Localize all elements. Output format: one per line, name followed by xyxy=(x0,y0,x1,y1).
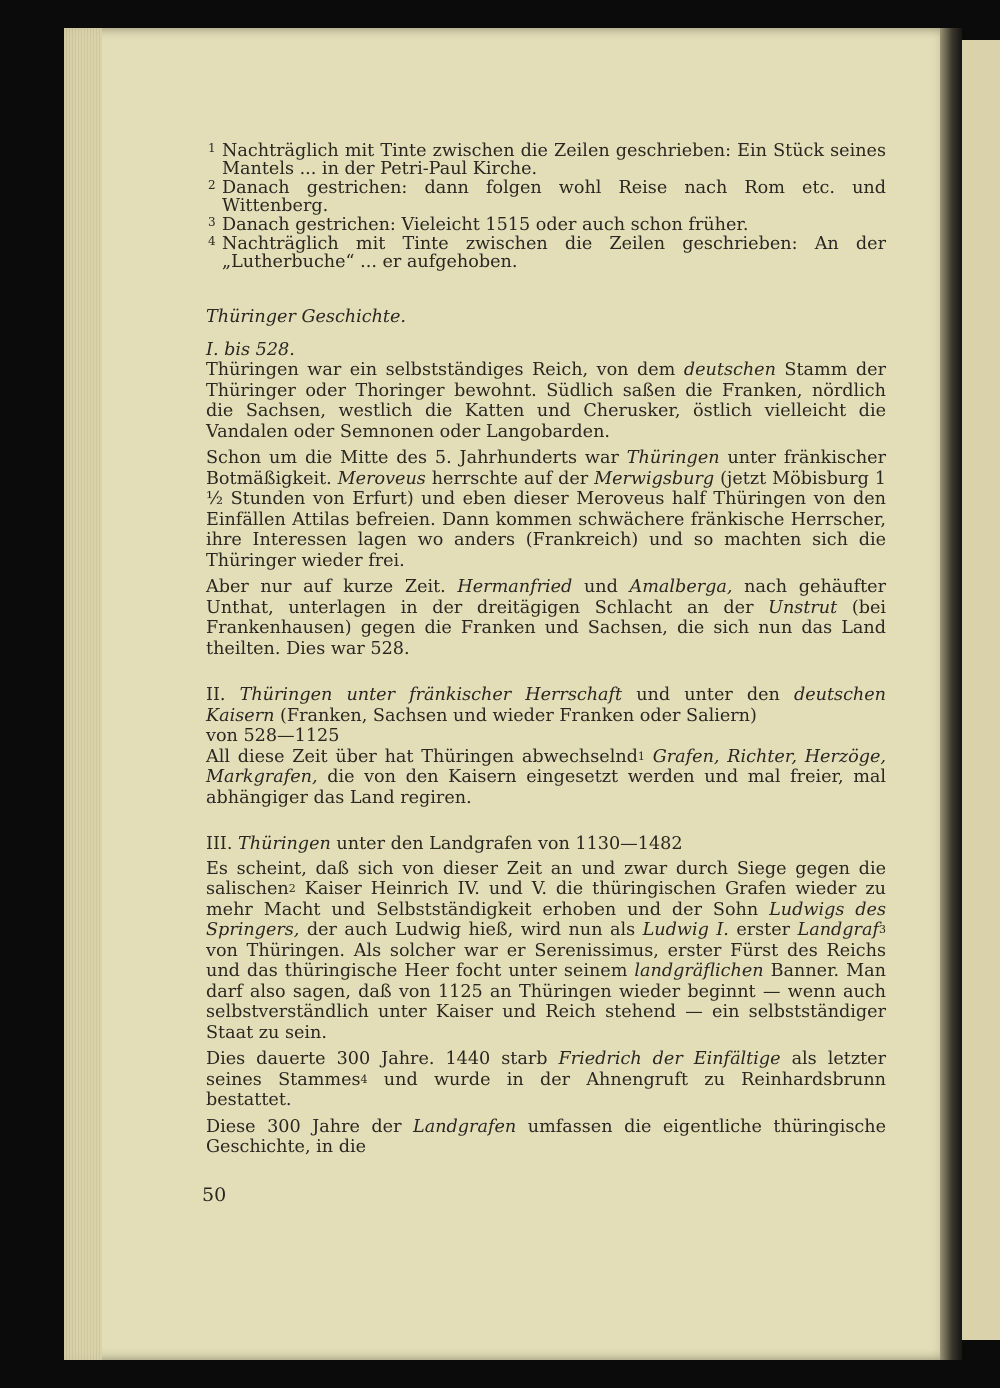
section-1-paragraph-2: Schon um die Mitte des 5. Jahrhunderts war Thüringen unter fränkischer Botmäßigkeit. Meroveus herrschte auf der Merwigsburg (jetzt Möbisburg 1 ½ Stunden von Erfurt) und eben dieser Meroveus half Thüringen von den Einfällen Attilas befreien. Dann kommen schwächere fränkische Herrscher, ihre Interessen lagen wo anders (Frankreich) und so machten sich die Thüringer wieder frei. xyxy=(206,448,886,571)
section-1-paragraph-1: Thüringen war ein selbstständiges Reich, von dem deutschen Stamm der Thüringer oder Thoringer bewohnt. Südlich saßen die Franken, nördlich die Sachsen, westlich die Katten und Cherusker, östlich vielleicht die Vandalen oder Semnonen oder Langobarden. xyxy=(206,360,886,442)
section-2-paragraph-1: All diese Zeit über hat Thüringen abwechselnd$^1$ Grafen, Richter, Herzöge, Markgrafen, die von den Kaisern eingesetzt werden und mal freier, mal abhängiger das Land regiren. xyxy=(206,746,887,808)
page-text xyxy=(206,142,886,1158)
section-3-paragraph-2: Dies dauerte 300 Jahre. 1440 starb Friedrich der Einfältige als letzter seines Stammes$^4$ und wurde in der Ahnengruft zu Reinhardsbrunn bestattet. xyxy=(206,1049,886,1110)
page-edges xyxy=(64,28,102,1360)
section-3-paragraph-1: Es scheint, daß sich von dieser Zeit an und zwar durch Siege gegen die salischen$^2$ Kaiser Heinrich IV. und V. die thüringischen Grafen wieder zu mehr Macht und Selbstständigkeit erhoben und der Sohn Ludwigs des Springers, der auch Ludwig hieß, wird nun als Ludwig I. erster Landgraf$^3$ von Thüringen. Als solcher war er Serenissimus, erster Fürst des Reichs und das thüringische Heer focht unter seinem landgräflichen Banner. Man darf also sagen, daß von 1125 an Thüringen wieder beginnt — wenn auch selbstverständlich unter Kaiser und Reich stehend — ein selbstständiger Staat zu sein. xyxy=(206,858,887,1043)
section-2-heading: II. Thüringen unter fränkischer Herrschaft und unter den deutschen Kaisern (Franken, Sachsen und wieder Franken oder Saliern) xyxy=(206,685,887,726)
footnotes xyxy=(206,142,886,271)
footnote-4: 4 Nachträglich mit Tinte zwischen die Zeilen geschrieben: An der „Lutherbuche“ ... er aufgehoben. xyxy=(208,234,886,272)
footnote-1: 1 Nachträglich mit Tinte zwischen die Zeilen geschrieben: Ein Stück seines Mantels ... in der Petri-Paul Kirche. xyxy=(208,141,886,179)
section-3-heading: III. Thüringen unter den Landgrafen von 1130—1482 xyxy=(206,834,683,854)
section-1-paragraph-3: Aber nur auf kurze Zeit. Hermanfried und Amalberga, nach gehäufter Unthat, unterlagen in der dreitägigen Schlacht an der Unstrut (bei Frankenhausen) gegen die Franken und Sachsen, die sich nun das Land theilten. Dies war 528. xyxy=(206,577,887,659)
book-gutter xyxy=(940,28,962,1360)
section-1-heading: I. bis 528. xyxy=(206,339,295,360)
page-number: 50 xyxy=(202,1184,227,1206)
section-2-heading-dates: von 528—1125 xyxy=(206,726,340,746)
footnote-2: 2 Danach gestrichen: dann folgen wohl Reise nach Rom etc. und Wittenberg. xyxy=(208,178,886,216)
chapter-title: Thüringer Geschichte. xyxy=(206,307,407,327)
facing-page-edge xyxy=(962,40,1000,1340)
section-3-paragraph-3: Diese 300 Jahre der Landgrafen umfassen die eigentliche thüringische Geschichte, in die xyxy=(206,1116,886,1157)
footnote-3: 3 Danach gestrichen: Vieleicht 1515 oder auch schon früher. xyxy=(208,215,749,235)
